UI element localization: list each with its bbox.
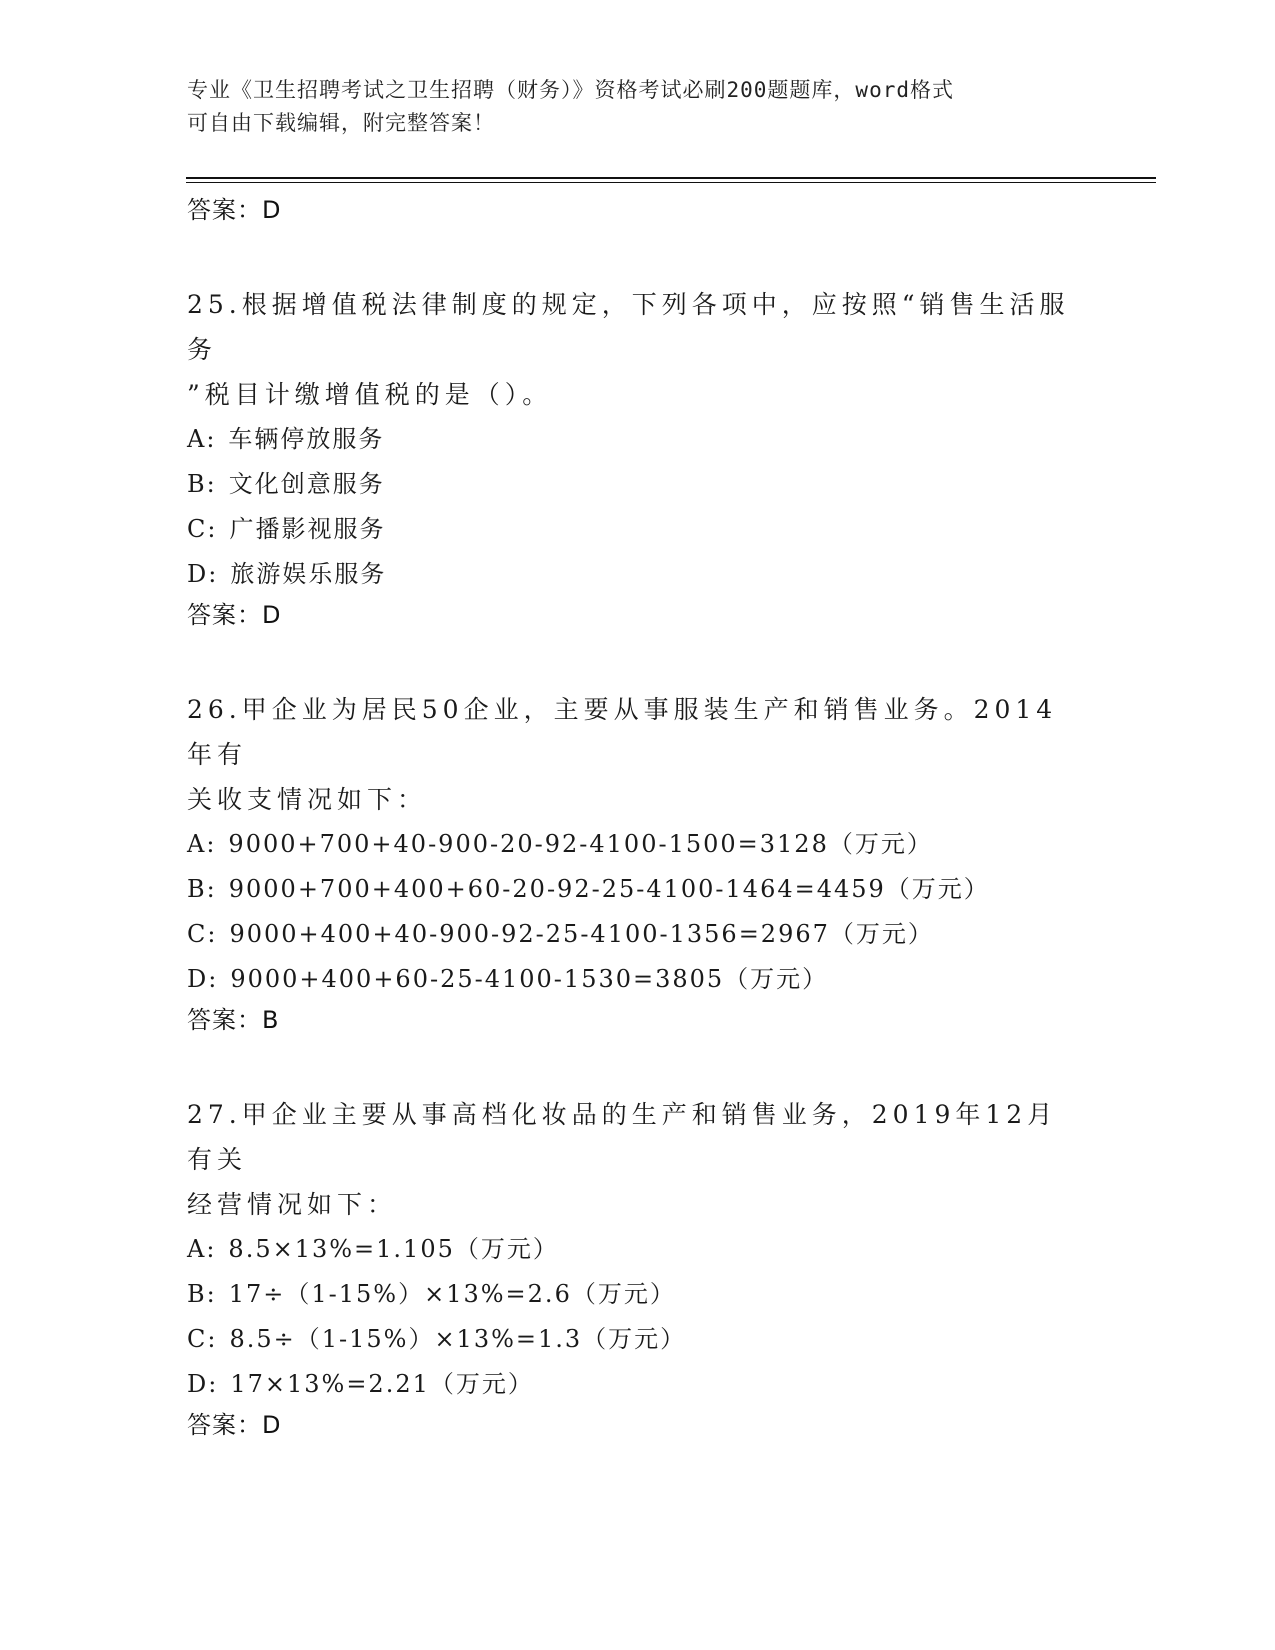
option-a <box>187 822 1087 867</box>
option-text: 9000+400+40-900-92-25-4100-1356=2967（万元） <box>229 920 934 948</box>
question-stem-line-2: 关收支情况如下： <box>187 785 428 814</box>
question-stem-line-2: 经营情况如下： <box>187 1190 398 1219</box>
option-key: A: <box>187 425 217 453</box>
option-key: A: <box>187 830 217 858</box>
previous-answer: 答案：D <box>187 196 282 224</box>
option-key: D: <box>187 965 219 993</box>
answer: 答案：D <box>187 601 282 629</box>
option-d <box>187 957 1087 1002</box>
option-text: 8.5÷（1-15%）×13%=1.3（万元） <box>229 1325 687 1353</box>
option-text: 广播影视服务 <box>229 515 386 543</box>
header-divider-thick <box>186 177 1156 179</box>
answer: 答案：B <box>187 1006 280 1034</box>
option-c <box>187 912 1087 957</box>
document-body <box>187 192 1087 1443</box>
option-key: D: <box>187 560 219 588</box>
header-line-1: 专业《卫生招聘考试之卫生招聘（财务）》资格考试必刷200题题库，word格式 <box>187 78 954 102</box>
option-text: 9000+400+60-25-4100-1530=3805（万元） <box>230 965 829 993</box>
option-key: C: <box>187 920 218 948</box>
option-b <box>187 462 1087 507</box>
option-text: 9000+700+400+60-20-92-25-4100-1464=4459（万元） <box>228 875 990 903</box>
option-key: C: <box>187 1325 218 1353</box>
option-b <box>187 1272 1087 1317</box>
question-25 <box>187 282 1087 633</box>
option-b <box>187 867 1087 912</box>
option-key: D: <box>187 1370 219 1398</box>
option-c <box>187 507 1087 552</box>
option-a <box>187 1227 1087 1272</box>
header-divider-thin <box>186 182 1156 183</box>
option-text: 9000+700+40-900-20-92-4100-1500=3128（万元） <box>228 830 933 858</box>
answer: 答案：D <box>187 1411 282 1439</box>
question-stem-line-1: 25.根据增值税法律制度的规定，下列各项中，应按照“销售生活服务 <box>187 290 1070 364</box>
question-26 <box>187 687 1087 1038</box>
option-text: 8.5×13%=1.105（万元） <box>228 1235 559 1263</box>
question-stem-line-1: 26.甲企业为居民50企业，主要从事服装生产和销售业务。2014年有 <box>187 695 1058 769</box>
option-key: B: <box>187 1280 217 1308</box>
option-text: 车辆停放服务 <box>228 425 385 453</box>
option-d <box>187 552 1087 597</box>
question-27 <box>187 1092 1087 1443</box>
option-key: B: <box>187 470 217 498</box>
option-d <box>187 1362 1087 1407</box>
question-stem-line-2: ”税目计缴增值税的是（）。 <box>187 380 553 409</box>
page-header <box>187 74 1087 140</box>
option-key: B: <box>187 875 217 903</box>
header-line-2: 可自由下载编辑，附完整答案！ <box>187 111 495 135</box>
question-stem-line-1: 27.甲企业主要从事高档化妆品的生产和销售业务，2019年12月有关 <box>187 1100 1058 1174</box>
option-text: 旅游娱乐服务 <box>230 560 387 588</box>
option-text: 17÷（1-15%）×13%=2.6（万元） <box>228 1280 676 1308</box>
option-text: 17×13%=2.21（万元） <box>230 1370 534 1398</box>
option-a <box>187 417 1087 462</box>
option-key: A: <box>187 1235 217 1263</box>
option-text: 文化创意服务 <box>228 470 385 498</box>
option-c <box>187 1317 1087 1362</box>
option-key: C: <box>187 515 218 543</box>
